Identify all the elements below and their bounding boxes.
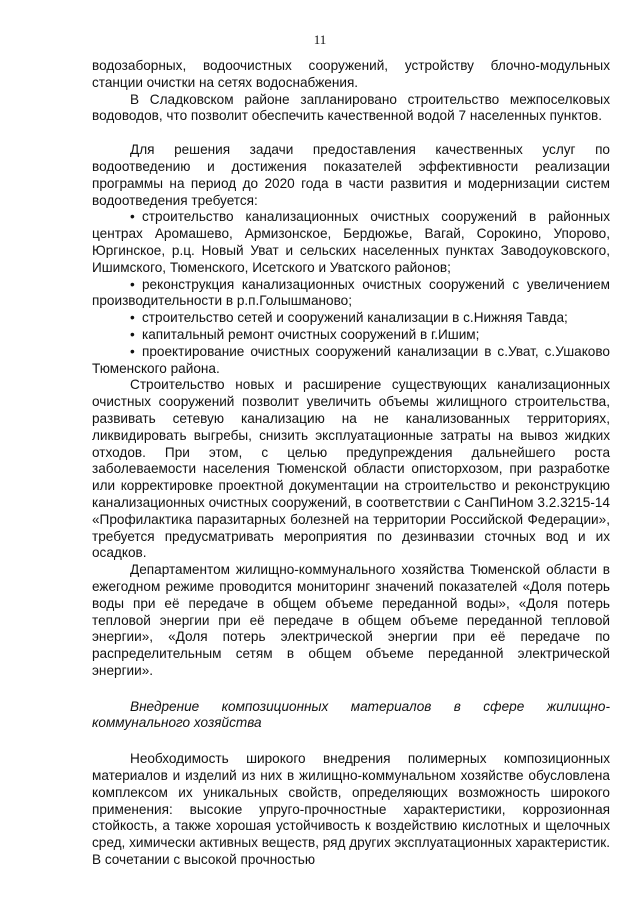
bullet-marker: • (130, 276, 135, 292)
bullet-item (92, 209, 610, 276)
bullet-item (92, 277, 610, 311)
bullet-text: капитальный ремонт очистных сооружений в г.Ишим; (142, 326, 480, 342)
bullet-marker: • (130, 209, 135, 225)
paragraph-sladkovsky: В Сладковском районе запланировано строительство межпоселковых водоводов, что позволит обеспечить качественной водой 7 населенных пунктов. (92, 91, 610, 124)
paragraph-wastewater-tasks: Для решения задачи предоставления качественных услуг по водоотведению и достижения показателей эффективности реализации программы на период до 2020 года в части развития и модернизации систем водоотведения требуется: (92, 142, 610, 208)
bullet-item (92, 310, 610, 327)
paragraph-monitoring: Департаментом жилищно-коммунального хозяйства Тюменской области в ежегодном режиме проводится мониторинг значений показателей «Доля потерь воды при её передаче в общем объеме переданной воды», «Доля потерь тепловой энергии при её передаче в общем объеме переданной тепловой энергии», «Доля потерь электрической энергии при её передаче по распределительным сетям в общем объеме переданной электрической энергии». (92, 562, 610, 678)
section-heading: Внедрение композиционных материалов в сфере жилищно-коммунального хозяйства (92, 698, 610, 731)
document-body (92, 58, 610, 869)
bullet-text: проектирование очистных сооружений канализации в с.Уват, с.Ушаково Тюменского района. (92, 343, 610, 376)
bullet-text: реконструкция канализационных очистных сооружений с увеличением производительности в р.п.Голышманово; (92, 276, 610, 309)
bullet-marker: • (130, 310, 135, 326)
paragraph-composites: Необходимость широкого внедрения полимерных композиционных материалов и изделий из них в жилищно-коммунальном хозяйстве обусловлена комплексом их уникальных свойств, определяющих возможность широкого применения: высокие упруго-прочностные характеристики, коррозионная стойкость, а также хорошая устойчивость к воздействию кислотных и щелочных сред, химически активных веществ, ряд других эксплуатационных характеристик. В сочетании с высокой прочностью (92, 751, 611, 868)
bullet-text: строительство канализационных очистных сооружений в районных центрах Аромашево, Армизонское, Бердюжье, Вагай, Сорокино, Упорово, Юргинское, р.ц. Новый Уват и сельских населенных пунктах Заводоуковского, Ишимского, Тюменского, Исетского и Уватского районов; (92, 209, 610, 275)
paragraph-continuation: водозаборных, водоочистных сооружений, устройству блочно-модульных станции очистки на сетях водоснабжения. (92, 58, 610, 90)
bullet-marker: • (130, 343, 135, 359)
bullet-text: строительство сетей и сооружений канализации в с.Нижняя Тавда; (142, 310, 568, 326)
paragraph-construction-benefits: Строительство новых и расширение существующих канализационных очистных сооружений позволит увеличить объемы жилищного строительства, развивать сетевую канализацию на не канализованных территориях, ликвидировать выгребы, снизить эксплуатационные затраты на вывоз жидких отходов. При этом, с целью предупреждения дальнейшего роста заболеваемости населения Тюменской области описторхозом, при разработке или корректировке проектной документации на строительство и реконструкцию канализационных очистных сооружений, в соответствии с СанПиНом 3.2.3215-14 «Профилактика паразитарных болезней на территории Российской Федерации», требуется предусматривать мероприятия по дезинвазии сточных вод и их осадков. (92, 377, 610, 561)
page-number: 11 (313, 32, 327, 47)
bullet-item (92, 327, 610, 344)
bullet-item (92, 344, 610, 378)
bullet-marker: • (130, 326, 135, 342)
